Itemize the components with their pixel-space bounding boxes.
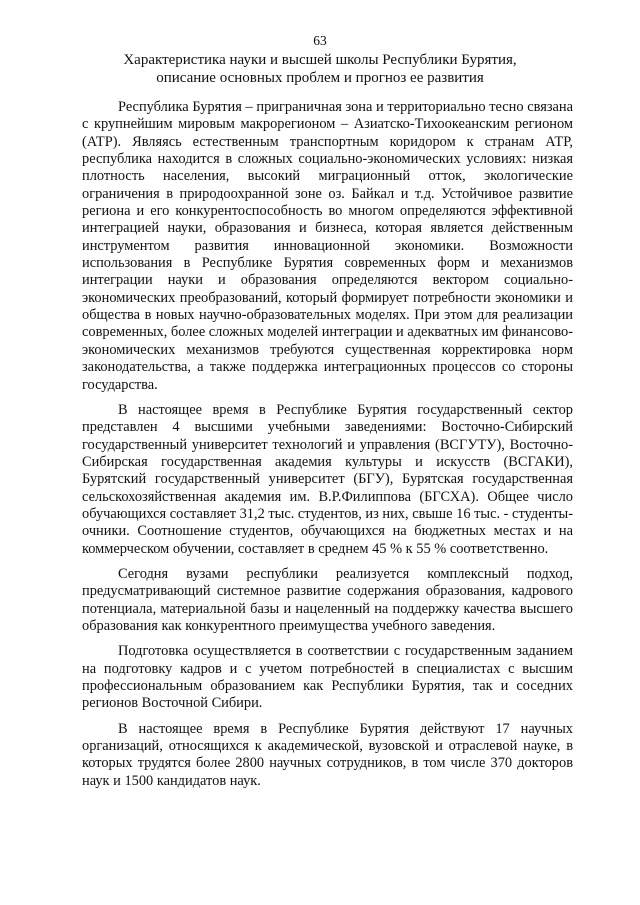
paragraph: В настоящее время в Республике Бурятия государственный сектор представлен 4 высшими учебными заведениями: Восточно-Сибирский государственный университет технологий и управления (ВСГУТУ), Восточно-Сибирская государственная академия культуры и искусств (ВСГАКИ), Бурятский государственный университет (БГУ), Бурятская государственная сельскохозяйственная академия им. В.Р.Филиппова (БГСХА). Общее число обучающихся составляет 31,2 тыс. студентов, из них, свыше 16 тыс. - студенты-очники. Соотношение студентов, обучающихся на бюджетных местах и на коммерческом обучении, составляет в среднем 45 % к 55 % соответственно. <box>82 401 573 557</box>
paragraph: Подготовка осуществляется в соответствии с государственным заданием на подготовку кадров и с учетом потребностей в специалистах с высшим профессиональным образованием как Республики Бурятия, так и соседних регионов Восточной Сибири. <box>82 643 573 712</box>
document-body <box>82 99 573 798</box>
section-heading <box>60 51 580 87</box>
paragraph: Сегодня вузами республики реализуется комплексный подход, предусматривающий системное развитие содержания образования, кадрового потенциала, материальной базы и нацеленный на поддержку качества высшего образования как конкурентного преимущества учебного заведения. <box>82 565 573 634</box>
heading-line-1: Характеристика науки и высшей школы Республики Бурятия, <box>123 52 517 68</box>
page-number: 63 <box>313 33 327 48</box>
paragraph: Республика Бурятия – приграничная зона и территориально тесно связана с крупнейшим мировым макрорегионом – Азиатско-Тихоокеанским регионом (АТР). Являясь естественным транспортным коридором к странам АТР, республика находится в сложных социально-экономических условиях: низкая плотность населения, высокий миграционный отток, экологические ограничения в природоохранной зоне оз. Байкал и т.д. Устойчивое развитие региона и его конкурентоспособность во многом определяются эффективной интеграцией науки, образования и бизнеса, которая является действенным инструментом развития инновационной экономики. Возможности использования в Республике Бурятия современных форм и механизмов интеграции науки и образования определяются вектором социально-экономических преобразований, который формирует потребности экономики и общества в новых научно-образовательных моделях. При этом для реализации современных, более сложных моделей интеграции и адекватных им финансово-экономических механизмов требуются существенная корректировка норм законодательства, а также поддержка интеграционных процессов со стороны государства. <box>82 99 573 393</box>
paragraph: В настоящее время в Республике Бурятия действуют 17 научных организаций, относящихся к академической, вузовской и отраслевой науке, в которых трудятся более 2800 научных сотрудников, в том числе 370 докторов наук и 1500 кандидатов наук. <box>82 720 573 789</box>
heading-line-2: описание основных проблем и прогноз ее развития <box>156 70 484 86</box>
